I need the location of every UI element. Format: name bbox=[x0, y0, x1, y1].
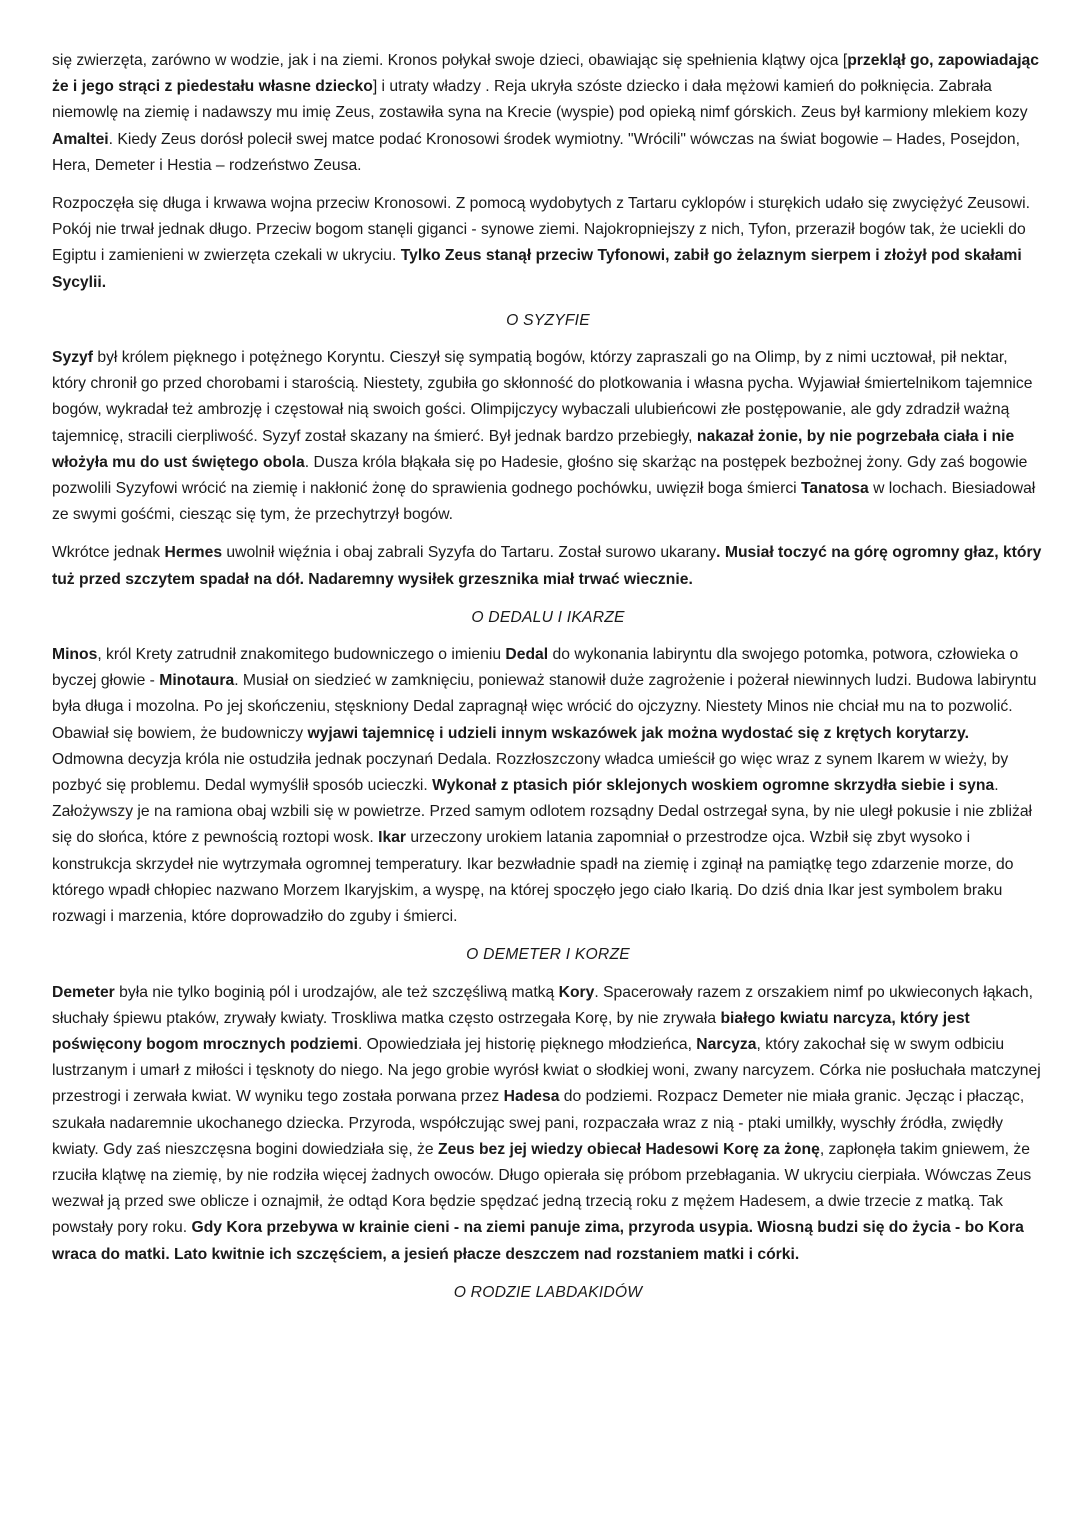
text-run: do podziemi. Rozpacz Demeter nie miała granic. Jęcząc i płacząc, szukała nadaremnie ukochanego dziecka. Przyroda, współczując swej pani, rozpaczała wraz z nią - ptaki umilkły, wyschły źródła, zwiędły kwiaty. Gdy zaś nieszczęsna bogini dowiedziała się, że bbox=[52, 1088, 1025, 1158]
text-run: . Dusza króla błąkała się po Hadesie, głośno się skarżąc na postępek bezbożnej żony. Gdy zaś bogowie pozwolili Syzyfowi wrócić na ziemię i nakłonić żonę do sprawienia godnego pochówku, uwięził boga śmierci bbox=[52, 453, 1028, 498]
text-run: uwolnił więźnia i obaj zabrali Syzyfa do Tartaru. Został surowo ukarany bbox=[222, 544, 717, 562]
text-run: , który zakochał się w swym odbiciu lustrzanym i umarł z miłości i tęsknoty do niego. Na jego grobie wyrósł kwiat o słodkiej woni, zwany narcyzem. Córka nie posłuchała matczynej przestrogi i zerwała kwiat. W wyniku tego została porwana przez bbox=[52, 1035, 1041, 1106]
text-run: . Opowiedziała jej historię pięknego młodzieńca, bbox=[357, 1035, 697, 1053]
text-run: . Spacerowały razem z orszakiem nimf po ukwieconych łąkach, słuchały śpiewu ptaków, zrywały kwiaty. Troskliwa matka często ostrzegała Korę, by nie zrywała bbox=[52, 983, 1033, 1027]
paragraph bbox=[52, 540, 1044, 592]
bold-text: Ikar bbox=[378, 829, 407, 847]
bold-text: Tanatosa bbox=[801, 480, 869, 498]
bold-text: . Musiał toczyć na górę ogromny głaz, który tuż przed szczytem spadał na dół. Nadaremny wysiłek grzesznika miał trwać wiecznie. bbox=[52, 544, 1042, 588]
bold-text: Dedal bbox=[505, 646, 549, 664]
bold-text: Gdy Kora przebywa w krainie cieni - na ziemi panuje zima, przyroda usypia. Wiosną budzi się do życia - bo Kora wraca do matki. Lato kwitnie ich szczęściem, a jesień płacze deszczem nad rozstaniem matki i córki. bbox=[52, 1219, 1024, 1263]
bold-text: Kory bbox=[558, 983, 595, 1001]
bold-text: białego kwiatu narcyza, który jest poświęcony bogom mrocznych podziemi bbox=[52, 1009, 970, 1053]
text-run: była nie tylko boginią pól i urodzajów, ale też szczęśliwą matką bbox=[114, 983, 559, 1001]
text-run: Rozpoczęła się długa i krwawa wojna przeciw Kronosowi. Z pomocą wydobytych z Tartaru cyklopów i sturękich udało się zwyciężyć Zeusowi. Pokój nie trwał jednak długo. Przeciw bogom stanęli giganci - synowe ziemi. Najokropniejszy z nich, Tyfon, przeraził bogów tak, że uciekli do Egiptu i zamienieni w zwierzęta czekali w ukryciu. bbox=[52, 195, 1030, 265]
bold-text: Demeter bbox=[52, 983, 115, 1001]
section-heading: O DEMETER I KORZE bbox=[466, 946, 630, 964]
paragraph bbox=[52, 191, 1044, 296]
bold-text: Hadesa bbox=[503, 1088, 560, 1106]
section-heading: O SYZYFIE bbox=[506, 311, 590, 329]
text-run: , zapłonęła takim gniewem, że rzuciła klątwę na ziemię, by nie rodziła więcej żadnych owoców. Długo opierała się próbom przebłagania. W ukryciu cierpiała. Wówczas Zeus wezwał ją przed swe oblicze i oznajmił, że odtąd Kora będzie spędzać jedną trzecią roku z mężem Hadesem, a dwie trzecie z matką. Tak powstały pory roku. bbox=[52, 1140, 1032, 1237]
bold-text: Narcyza bbox=[696, 1035, 757, 1053]
bold-text: Minos bbox=[52, 646, 98, 664]
bold-text: Wykonał z ptasich piór sklejonych woskiem ogromne skrzydła siebie i syna bbox=[432, 777, 995, 795]
text-run: do wykonania labiryntu dla swojego potomka, potwora, człowieka o byczej głowie - bbox=[52, 646, 1019, 690]
text-run: , król Krety zatrudnił znakomitego budowniczego o imieniu bbox=[97, 646, 506, 664]
bold-text: Syzyf bbox=[52, 349, 93, 367]
bold-text: Tylko Zeus stanął przeciw Tyfonowi, zabił go żelaznym sierpem i złożył pod skałami Sycylii. bbox=[52, 247, 1022, 291]
bold-text: Amaltei bbox=[52, 130, 109, 148]
paragraph bbox=[52, 48, 1044, 179]
bold-text: nakazał żonie, by nie pogrzebała ciała i nie włożyła mu do ust świętego obola bbox=[52, 427, 1015, 471]
text-run: ] i utraty władzy . Reja ukryła szóste dziecko i dała mężowi kamień do połknięcia. Zabrała niemowlę na ziemię i nadawszy mu imię Zeus, zostawiła syna na Krecie (wyspie) pod opieką nimf górskich. Zeus był karmiony mlekiem kozy bbox=[52, 78, 1028, 122]
text-run: Odmowna decyzja króla nie ostudziła jednak poczynań Dedala. Rozzłoszczony władca umieścił go więc wraz z synem Ikarem w wieży, by pozbyć się problemu. Dedal wymyślił sposób ucieczki. bbox=[52, 750, 1009, 795]
paragraph bbox=[52, 345, 1044, 528]
text-run: . Musiał on siedzieć w zamknięciu, ponieważ stanowił duże zagrożenie i pożerał niewinnych ludzi. Budowa labiryntu była długa i mozolna. Po jej skończeniu, stęskniony Dedal zapragnął więc wrócić do ojczyzny. Niestety Minos nie chciał mu na to pozwolić. Obawiał się bowiem, że budowniczy bbox=[52, 672, 1037, 742]
section-heading: O RODZIE LABDAKIDÓW bbox=[453, 1283, 643, 1301]
bold-text: przeklął go, zapowiadając że i jego strąci z piedestału własne dziecko bbox=[52, 52, 1039, 96]
paragraph bbox=[52, 642, 1044, 930]
bold-text: Zeus bez jej wiedzy obiecał Hadesowi Korę za żonę bbox=[437, 1140, 820, 1158]
text-run: Wkrótce jednak bbox=[52, 544, 165, 562]
text-run: był królem pięknego i potężnego Koryntu. Cieszył się sympatią bogów, którzy zapraszali go na Olimp, by z nimi ucztował, pił nektar, który chronił go przed chorobami i starością. Niestety, zgubiła go skłonność do plotkowania i własna pycha. Wyjawiał śmiertelnikom tajemnice bogów, wykradał też ambrozję i częstował nią swoich gości. Olimpijczycy wybaczali ulubieńcowi złe postępowanie, ale gdy zdradził ważną tajemnicę, stracili cierpliwość. Syzyf został skazany na śmierć. Był jednak bardzo przebiegły, bbox=[52, 349, 1033, 445]
text-run: urzeczony urokiem latania zapomniał o przestrodze ojca. Wzbił się zbyt wysoko i konstrukcja skrzydeł nie wytrzymała ogromnej temperatury. Ikar bezwładnie spadł na ziemię i zginął na pamiątkę tego zdarzenie morze, do którego wpadł chłopiec nazwano Morzem Ikaryjskim, a wyspę, na której spoczęło jego ciało Ikarią. Do dziś dnia Ikar jest symbolem braku rozwagi i marzenia, które doprowadziło do zguby i śmierci. bbox=[52, 829, 1014, 926]
document-body bbox=[52, 48, 1044, 1306]
text-run: się zwierzęta, zarówno w wodzie, jak i na ziemi. Kronos połykał swoje dzieci, obawiając się spełnienia klątwy ojca [ bbox=[52, 52, 848, 69]
section-heading: O DEDALU I IKARZE bbox=[471, 608, 625, 626]
text-run: . Kiedy Zeus dorósł polecił swej matce podać Kronosowi środek wymiotny. "Wrócili" wówczas na świat bogowie – Hades, Posejdon, Hera, Demeter i Hestia – rodzeństwo Zeusa. bbox=[52, 130, 1020, 174]
bold-text: Hermes bbox=[164, 544, 223, 562]
bold-text: wyjawi tajemnicę i udzieli innym wskazówek jak można wydostać się z krętych korytarzy. bbox=[307, 724, 969, 742]
text-run: w lochach. Biesiadował ze swymi gośćmi, ciesząc się tym, że przechytrzył bogów. bbox=[52, 480, 1036, 524]
bold-text: Minotaura bbox=[159, 672, 235, 690]
text-run: . Założywszy je na ramiona obaj wzbili się w powietrze. Przed samym odlotem rozsądny Dedal ostrzegał syna, by nie uległ pokusie i nie zbliżał się do słońca, które z pewnością roztopi wosk. bbox=[52, 777, 1033, 847]
paragraph bbox=[52, 980, 1044, 1268]
